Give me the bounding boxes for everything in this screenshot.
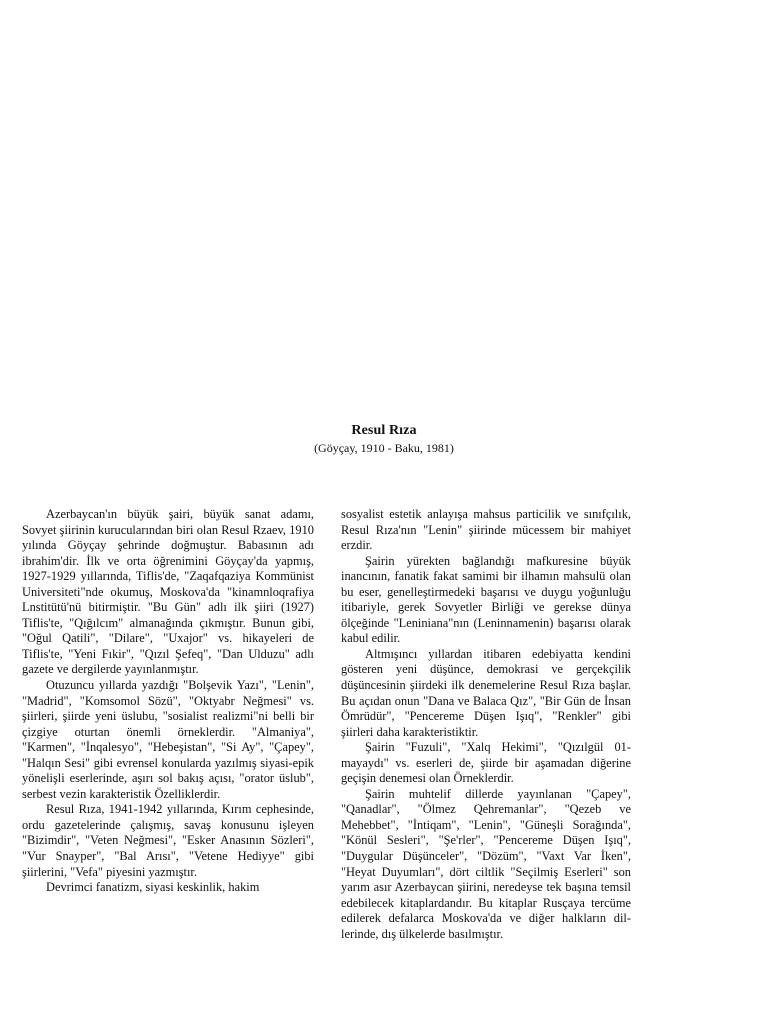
paragraph: Resul Rıza, 1941-1942 yıllarında, Kırım cephesinde, ordu gazetelerinde çalışmış, savaş konusunu işleyen "Bizimdir", "Veten Neğmesi", "Esker Anasının Sözleri", "Vur Snayper", "Bal Arısı", "Vetene Hediyye" gibi şiirlerini, "Vefa" piyesini yazmıştır. (22, 802, 314, 879)
paragraph: Altmışıncı yıllardan itibaren edebiyatta kendini gösteren yeni düşünce, demokrasi ve gerçekçilik düşüncesinin şiirdeki ilk denemelerine Resul Rıza başlar. Bu açıdan onun "Dana ve Balaca Qız", "Bir Gün de İnsan Ömrüdür", "Pencereme Düşen Işıq", "Renkler" gibi şiirleri daha karakteristiktir. (341, 646, 631, 739)
paragraph: Devrimci fanatizm, siyasi keskinlik, hakim (46, 880, 260, 895)
paragraph-continuation: sosyalist estetik anlayışa mahsus particilik ve sınıfçılık, Resul Rıza'nın "Lenin" şiirinde mücessem bir mahiyet erzdir. (341, 507, 631, 553)
paragraph: Otuzuncu yıllarda yazdığı "Bolşevik Yazı", "Lenin", "Madrid", "Komsomol Sözü", "Oktyabr Neğmesi" vs. şiirleri, şiirde yeni üslubu, "sosialist realizmi"ni belli bir çizgiye oturtan önemli örneklerdir. "Almaniya", "Karmen", "İnqalesyo", "Hebeşistan", "Si Ay", "Çapey", "Halqın Sesi" gibi evrensel konularda yazılmış siyasi-epik yönelişli eserlerinde, aşırı sol bakış açısı, "orator üslub", serbest vezin karakteristik Özelliklerdir. (22, 678, 314, 801)
paragraph: Azerbaycan'ın büyük şairi, büyük sanat adamı, Sovyet şiirinin kurucularından biri olan Resul Rzaev, 1910 yılında Göyçay şehrinde doğmuştur. Babasının adı ibrahim'dir. İlk ve orta öğrenimini Göyçay'da yapmış, 1927-1929 yıllarında, Tiflis'de, "Zaqafqaziya Kommünist Universiteti"nde okumuş, Moskova'da "kinamnloqrafiya Lnstitütü'nü bitirmiştir. "Bu Gün" adlı ilk şiiri (1927) Tiflis'te, "Qığılcım" almanağında çıkmıştır. Bunun gibi, "Oğul Qatili", "Dilare", "Uxajor" vs. hikayeleri de Tiflis'te, "Yeni Fıkir", "Qızıl Şefeq", "Dan Ulduzu" adlı gazete ve dergilerde yayınlanmıştır. (22, 507, 314, 677)
paragraph: Şairin "Fuzuli", "Xalq Hekimi", "Qızılgül 01-mayaydı" vs. eserleri de, şiirde bir aşamadan diğerine geçişin denemesi olan Örneklerdir. (341, 740, 631, 786)
right-column (341, 507, 631, 942)
document-subtitle: (Göyçay, 1910 - Baku, 1981) (314, 441, 454, 455)
document-title: Resul Rıza (351, 423, 417, 438)
paragraph: Şairin yürekten bağlandığı mafkuresine büyük inancının, fanatik fakat samimi bir ilhamın mahsulü olan bu eser, genelleştirmedeki başarısı ve duygu yoğunluğu itibariyle, gerek Sovyetler Birliği ve gerekse dünya ölçeğinde "Leniniana"nın (Leninnamenin) başarısı olarak kabul edilir. (341, 553, 631, 646)
paragraph: Şairin muhtelif dillerde yayınlanan "Çapey", "Qanadlar", "Ölmez Qehremanlar", "Qezeb ve Mehebbet", "İntiqam", "Lenin", "Güneşli Sorağında", "Könül Sesleri", "Şe'rler", "Pencereme Düşen Işıq", "Duygular Düşünceler", "Dözüm", "Vaxt Var İken", "Heyat Duyumları", dört ciltlik "Seçilmiş Eserleri" son yarım asır Azerbaycan şiirini, neredeyse tek başına temsil edebilecek kitaplardandır. Bu kitaplar Rusçaya tercüme edilerek defalarca Moskova'da ve diğer halkların dillerinde, dış ülkelerde basılmıştır. (341, 786, 631, 941)
left-column (22, 507, 314, 896)
